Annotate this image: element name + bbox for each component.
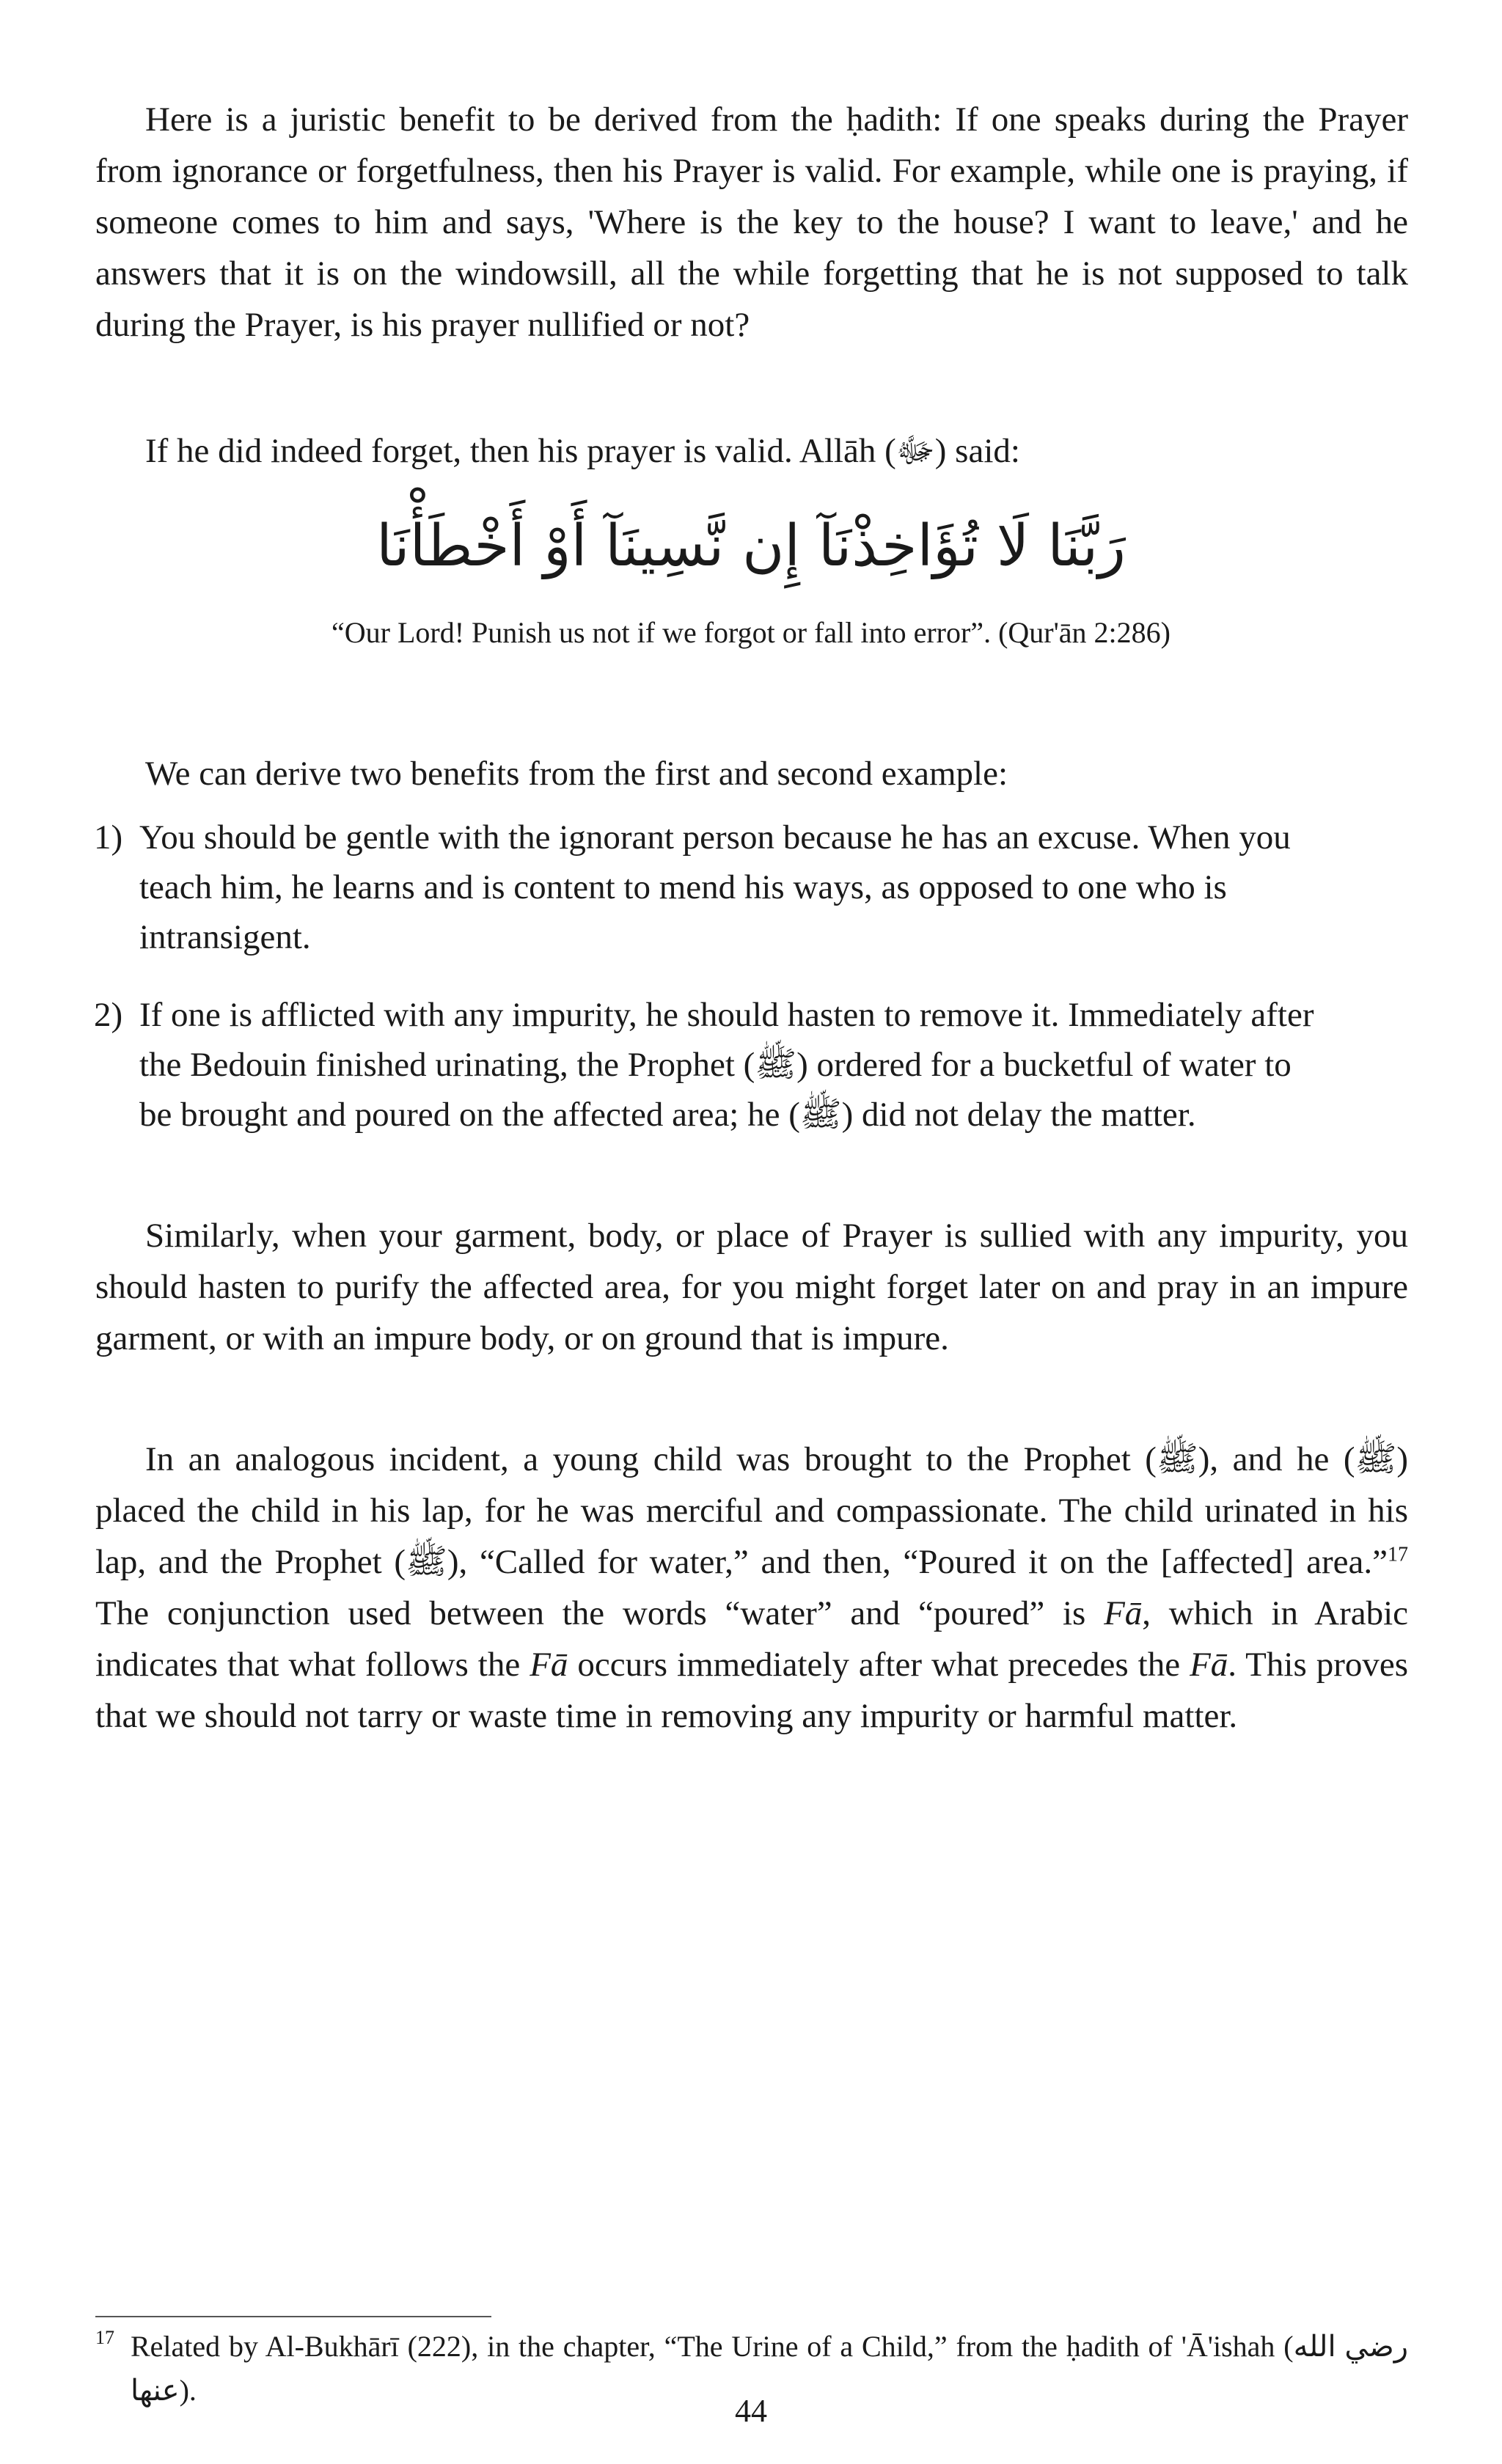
- paragraph-text: , which in Arabic indicates that what follows the: [95, 1594, 1409, 1684]
- page-number: 44: [735, 2393, 767, 2429]
- paragraph-two-benefits: We can derive two benefits from the first and second example:: [145, 755, 1008, 793]
- list-text: If one is afflicted with any impurity, he should hasten to remove it. Immediately after the Bedouin finished urinating, the Prophet (ﷺ) ordered for a bucketful of water to be brought and poured on the affected area; he (ﷺ) did not delay the matter.: [139, 996, 1314, 1134]
- paragraph-text: . This proves that we should not tarry or waste time in removing any impurity or harmful matter.: [95, 1646, 1409, 1735]
- arabic-term: Fā: [1190, 1646, 1228, 1684]
- verse-translation: “Our Lord! Punish us not if we forgot or fall into error”. (Qur'ān 2:286): [331, 616, 1171, 649]
- arabic-verse: رَبَّنَا لَا تُؤَاخِذْنَآ إِن نَّسِينَآ أَوْ أَخْطَأْنَا: [376, 513, 1126, 579]
- list-item-1: [94, 813, 1327, 962]
- paragraph-allah-said: If he did indeed forget, then his prayer is valid. Allāh (ﷻ) said:: [145, 432, 1020, 470]
- list-text: You should be gentle with the ignorant person because he has an excuse. When you teach him, he learns and is content to mend his ways, as opposed to one who is intransigent.: [139, 818, 1291, 956]
- arabic-term: Fā: [530, 1646, 568, 1684]
- footnote-divider: [95, 2316, 491, 2317]
- paragraph-analogous-incident: [95, 1434, 1408, 1742]
- footnote-number: 17: [95, 2327, 114, 2348]
- paragraph-similarly: Similarly, when your garment, body, or place of Prayer is sullied with any impurity, you should hasten to purify the affected area, for you might forget later on and pray in an impure garment, or with an impure body, or on ground that is impure.: [95, 1217, 1408, 1357]
- paragraph-juristic-benefit: Here is a juristic benefit to be derived from the ḥadith: If one speaks during the Prayer from ignorance or forgetfulness, then his Prayer is valid. For example, while one is praying, if someone comes to him and says, 'Where is the key to the house? I want to leave,' and he answers that it is on the windowsill, all the while forgetting that he is not supposed to talk during the Prayer, is his prayer nullified or not?: [95, 100, 1408, 344]
- paragraph-text: occurs immediately after what precedes the: [568, 1646, 1190, 1684]
- list-number: 2): [94, 996, 123, 1034]
- arabic-term: Fā: [1104, 1594, 1143, 1632]
- footnote-text: Related by Al-Bukhārī (222), in the chapter, “The Urine of a Child,” from the ḥadith of 'Ā'ishah (رضي الله عنها).: [131, 2330, 1409, 2407]
- footnote-reference: 17: [1388, 1543, 1408, 1566]
- list-number: 1): [94, 818, 123, 857]
- paragraph-text: The conjunction used between the words “water” and “poured” is: [95, 1594, 1104, 1632]
- list-item-2: [94, 990, 1327, 1140]
- paragraph-text: In an analogous incident, a young child was brought to the Prophet (ﷺ), and he (ﷺ) placed the child in his lap, for he was merciful and compassionate. The child urinated in his lap, and the Prophet (ﷺ), “Called for water,” and then, “Poured it on the [affected] area.”: [95, 1440, 1408, 1581]
